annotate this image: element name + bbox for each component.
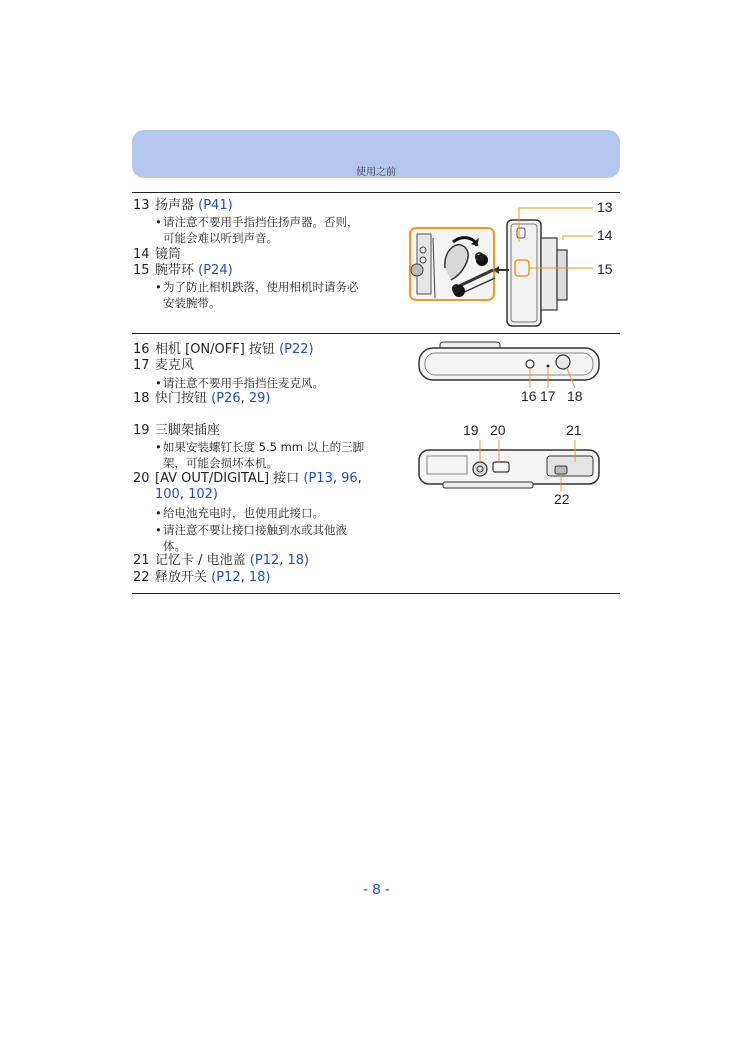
item-22-release-lever: 22 释放开关 (P12, 18) bbox=[133, 570, 271, 585]
callout-13: 13 bbox=[597, 199, 613, 215]
callout-15: 15 bbox=[597, 261, 613, 277]
item-20-av-digital-socket: 20 [AV OUT/DIGITAL] 接口 (P13, 96, bbox=[133, 471, 362, 486]
camera-side-body bbox=[493, 220, 567, 326]
ref-link[interactable]: 29) bbox=[248, 391, 271, 406]
item-16-power-button: 16 相机 [ON/OFF] 按钮 (P22) bbox=[133, 342, 314, 357]
ref-link[interactable]: 96 bbox=[341, 471, 358, 486]
camera-bottom-illustration bbox=[415, 438, 605, 494]
callout-21: 21 bbox=[566, 422, 582, 438]
ref-link[interactable]: (P22) bbox=[279, 342, 314, 357]
callout-20: 20 bbox=[490, 422, 506, 438]
callout-14: 14 bbox=[597, 227, 613, 243]
item-21-card-battery-door: 21 记忆卡 / 电池盖 (P12, 18) bbox=[133, 553, 310, 568]
step-marker-1: ❶ bbox=[474, 250, 485, 264]
item-18-shutter-button: 18 快门按钮 (P26, 29) bbox=[133, 391, 271, 406]
item-20-note-2-cont: 体。 bbox=[163, 539, 186, 553]
ref-link[interactable]: (P41) bbox=[198, 198, 233, 213]
item-13-note-cont: 可能会难以听到声音。 bbox=[163, 231, 278, 245]
item-13-speaker: 13 扬声器 (P41) bbox=[133, 198, 233, 213]
ref-link[interactable]: 18) bbox=[287, 553, 310, 568]
step-marker-2: ❷ bbox=[451, 282, 462, 296]
item-15-note-cont: 安装腕带。 bbox=[163, 296, 221, 310]
ref-link[interactable]: (P12 bbox=[211, 570, 241, 585]
callout-18: 18 bbox=[567, 388, 583, 404]
camera-side-illustration bbox=[405, 198, 620, 330]
item-15-strap-eyelet: 15 腕带环 (P24) bbox=[133, 263, 233, 278]
ref-link[interactable]: (P13 bbox=[303, 471, 333, 486]
ref-link[interactable]: 18) bbox=[248, 570, 271, 585]
top-rule bbox=[132, 192, 620, 193]
ref-link[interactable]: (P26 bbox=[211, 391, 241, 406]
ref-link[interactable]: 102) bbox=[188, 487, 218, 502]
ref-link[interactable]: 100 bbox=[155, 487, 180, 502]
callout-16: 16 bbox=[521, 388, 537, 404]
camera-top-illustration bbox=[415, 340, 605, 390]
ref-link[interactable]: (P24) bbox=[198, 263, 233, 278]
page-section-title: 使用之前 bbox=[356, 167, 396, 178]
item-19-note-cont: 架，可能会损坏本机。 bbox=[163, 456, 278, 470]
item-19-tripod-socket: 19 三脚架插座 bbox=[133, 423, 221, 438]
page-number: - 8 - bbox=[363, 881, 390, 898]
callout-19: 19 bbox=[463, 422, 479, 438]
section-divider bbox=[132, 333, 620, 334]
bottom-rule bbox=[132, 593, 620, 594]
callout-17: 17 bbox=[540, 388, 556, 404]
item-20-refs-cont: 100, 102) bbox=[155, 487, 218, 502]
callout-22: 22 bbox=[554, 491, 570, 507]
item-14-lens-barrel: 14 镜筒 bbox=[133, 247, 182, 262]
item-17-microphone: 17 麦克风 bbox=[133, 358, 195, 373]
ref-link[interactable]: (P12 bbox=[249, 553, 280, 568]
